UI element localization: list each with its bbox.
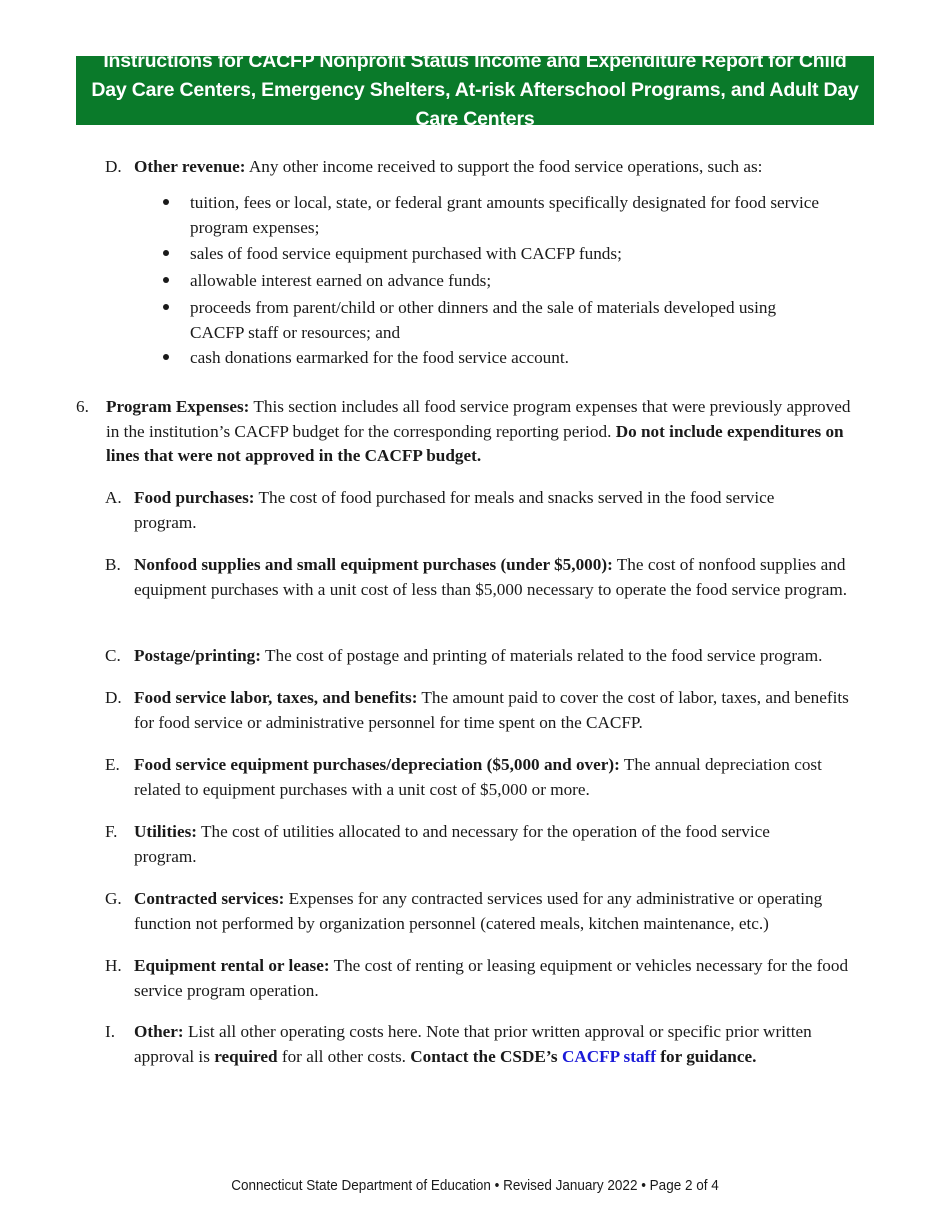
bullet-item-2: sales of food service equipment purchased with CACFP funds; xyxy=(190,244,622,263)
header-title: Instructions for CACFP Nonprofit Status Income and Expenditure Report for Child Day Care Centers, Emergency Shelters, At-risk Afterschool Programs, and Adult Day Care Centers xyxy=(91,50,859,130)
section-d-paragraph xyxy=(134,155,874,180)
item-d-label: Food service labor, taxes, and benefits: xyxy=(134,688,418,707)
item-b-text: The cost of nonfood supplies and equipment purchases with a unit cost of less than $5,000 necessary to operate the food service program. xyxy=(134,555,848,599)
item-a-label: Food purchases: xyxy=(134,488,255,507)
item-d-text: The amount paid to cover the cost of labor, taxes, and benefits for food service or administrative personnel for time spent on the CACFP. xyxy=(134,688,849,732)
item-e-letter: E. xyxy=(105,755,120,774)
item-f-paragraph xyxy=(134,820,824,869)
item-f-text: The cost of utilities allocated to and necessary for the operation of the food service program. xyxy=(134,822,770,866)
item-i-text-1: List all other operating costs here. Note that prior written approval or specific prior written approval is xyxy=(134,1022,812,1066)
item-c-letter: C. xyxy=(105,646,121,665)
item-e-text: The annual depreciation cost related to equipment purchases with a unit cost of $5,000 or more. xyxy=(134,755,822,799)
section-6-number: 6. xyxy=(76,397,89,416)
item-b-label: Nonfood supplies and small equipment purchases (under $5,000): xyxy=(134,555,613,574)
item-i-required: required xyxy=(214,1046,278,1066)
section-6-bold-text: Do not include expenditures on lines that were not approved in the CACFP budget. xyxy=(106,421,844,465)
bullet-dot xyxy=(163,277,169,283)
bullet-dot xyxy=(163,354,169,360)
item-i-label: Other: xyxy=(134,1022,184,1041)
bullet-item-3: allowable interest earned on advance funds; xyxy=(190,271,492,290)
item-i-letter: I. xyxy=(105,1022,116,1041)
item-a-paragraph xyxy=(134,486,834,535)
section-6-text: This section includes all food service program expenses that were previously approved in the institution’s CACFP budget for the corresponding reporting period. xyxy=(106,397,851,441)
item-b-paragraph xyxy=(134,553,879,602)
item-f-label: Utilities: xyxy=(134,822,198,841)
item-h-label: Equipment rental or lease: xyxy=(134,956,330,975)
item-i-guidance: for guidance. xyxy=(655,1046,757,1066)
item-c-text: The cost of postage and printing of materials related to the food service program. xyxy=(261,646,823,665)
item-h-letter: H. xyxy=(105,956,122,975)
item-e-label: Food service equipment purchases/depreciation ($5,000 and over): xyxy=(134,755,620,774)
section-d-letter: D. xyxy=(105,157,122,176)
page-footer: Connecticut State Department of Education • Revised January 2022 • Page 2 of 4 xyxy=(231,1177,719,1194)
item-c-label: Postage/printing: xyxy=(134,646,261,665)
bullet-item-1: tuition, fees or local, state, or federal grant amounts specifically designated for food service program expenses; xyxy=(190,193,820,237)
item-g-text: Expenses for any contracted services used for any administrative or operating function not performed by organization personnel (catered meals, kitchen maintenance, etc.) xyxy=(134,889,823,933)
item-g-paragraph xyxy=(134,887,874,936)
section-6-paragraph xyxy=(106,395,851,469)
bullet-dot xyxy=(163,250,169,256)
item-a-letter: A. xyxy=(105,488,122,507)
item-i-paragraph xyxy=(134,1020,874,1069)
item-d-paragraph xyxy=(134,686,854,735)
item-g-label: Contracted services: xyxy=(134,889,285,908)
section-d-text: Any other income received to support the food service operations, such as: xyxy=(245,157,763,176)
bullet-item-4: proceeds from parent/child or other dinners and the sale of materials developed using CACFP staff or resources; and xyxy=(190,298,777,342)
item-a-text: The cost of food purchased for meals and snacks served in the food service program. xyxy=(134,488,775,532)
item-i-contact: Contact the CSDE’s xyxy=(410,1046,562,1066)
item-g-letter: G. xyxy=(105,889,122,908)
item-h-paragraph xyxy=(134,954,874,1003)
cacfp-staff-link[interactable]: CACFP staff xyxy=(561,1046,656,1066)
item-b-letter: B. xyxy=(105,555,121,574)
section-6-label: Program Expenses: xyxy=(106,397,250,416)
section-d-label: Other revenue: xyxy=(134,157,246,176)
item-h-text: The cost of renting or leasing equipment or vehicles necessary for the food service program operation. xyxy=(134,956,849,1000)
bullet-item-5: cash donations earmarked for the food service account. xyxy=(190,348,569,367)
item-f-letter: F. xyxy=(105,822,118,841)
document-header xyxy=(76,50,874,130)
bullet-dot xyxy=(163,304,169,310)
item-d-letter: D. xyxy=(105,688,122,707)
item-e-paragraph xyxy=(134,753,854,802)
item-i-text-2: for all other costs. xyxy=(277,1046,411,1066)
item-c-paragraph xyxy=(134,644,879,669)
bullet-dot xyxy=(163,199,169,205)
